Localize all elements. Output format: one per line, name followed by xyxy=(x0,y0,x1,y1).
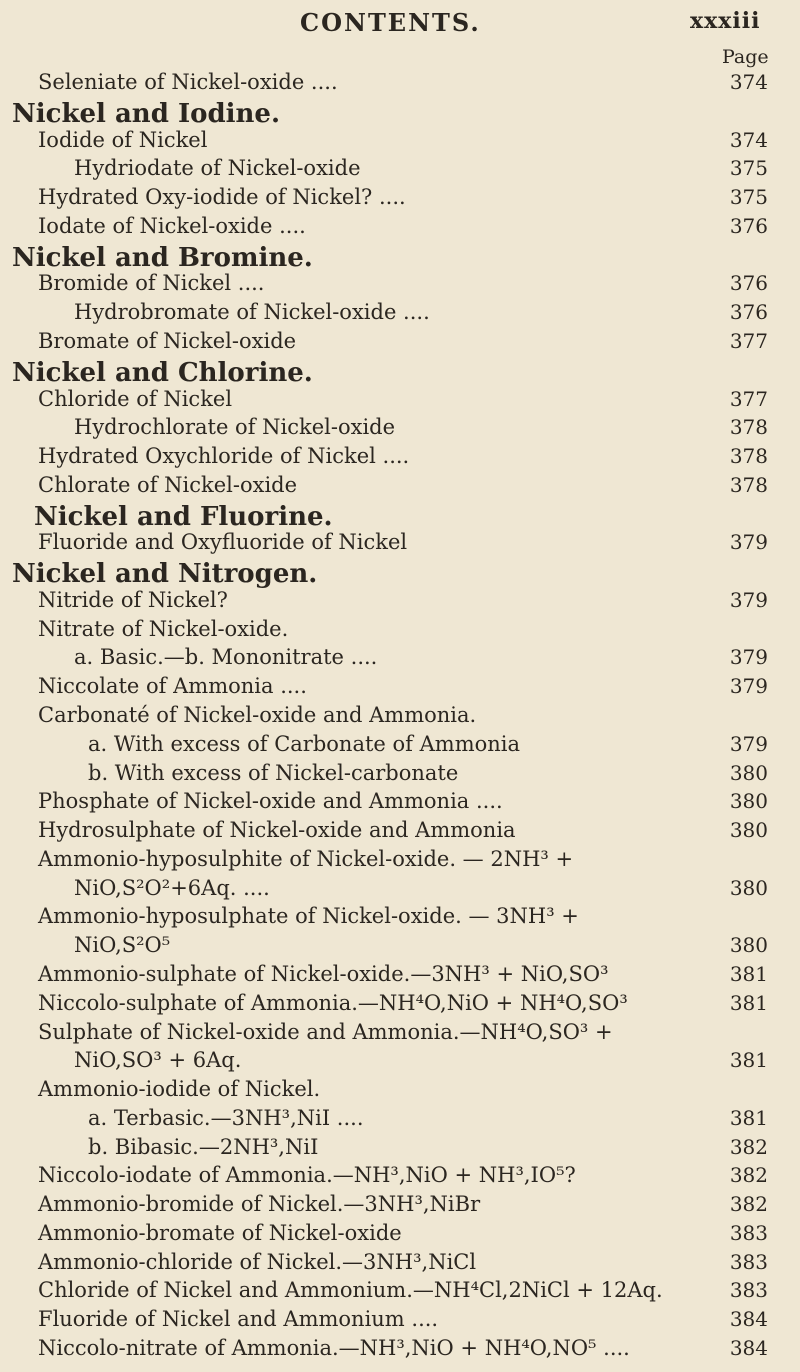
page-number: 376 xyxy=(729,214,768,238)
toc-entry xyxy=(0,444,800,474)
toc-entry xyxy=(0,1192,800,1222)
toc-entry xyxy=(0,415,800,445)
page-number: 381 xyxy=(729,962,768,986)
entry-text: Seleniate of Nickel-oxide .... xyxy=(38,70,338,94)
toc-entry xyxy=(0,1106,800,1136)
page-number: 381 xyxy=(729,1048,768,1072)
page-number: 380 xyxy=(729,933,768,957)
toc-entry xyxy=(0,876,800,906)
toc-entry xyxy=(0,1221,800,1251)
page-number: 380 xyxy=(729,789,768,813)
toc-entry xyxy=(0,300,800,330)
page-number: 382 xyxy=(729,1135,768,1159)
page-number: 378 xyxy=(729,473,768,497)
page-number: 378 xyxy=(729,444,768,468)
toc-entry xyxy=(0,1020,800,1050)
entry-text: Chloride of Nickel xyxy=(38,387,233,411)
toc-entry xyxy=(0,904,800,934)
toc-entry xyxy=(0,1250,800,1280)
entry-text: Nickel and Nitrogen. xyxy=(12,559,318,589)
entry-text: Niccolo-nitrate of Ammonia.—NH³,NiO + NH⁴O,NO⁵ .... xyxy=(38,1336,630,1360)
page-number: 376 xyxy=(729,271,768,295)
toc-entry xyxy=(0,1307,800,1337)
page-number: 379 xyxy=(729,674,768,698)
entry-text: Nitride of Nickel? xyxy=(38,588,228,612)
page-number: 379 xyxy=(729,588,768,612)
toc-entry xyxy=(0,617,800,647)
page-number: 383 xyxy=(729,1221,768,1245)
page-number: 383 xyxy=(729,1250,768,1274)
page-number: 381 xyxy=(729,991,768,1015)
toc-entry xyxy=(0,70,800,100)
page-number: 378 xyxy=(729,415,768,439)
toc-entry xyxy=(0,674,800,704)
entry-text: Chloride of Nickel and Ammonium.—NH⁴Cl,2NiCl + 12Aq. xyxy=(38,1278,663,1302)
toc-entry xyxy=(0,818,800,848)
entry-text: Ammonio-bromide of Nickel.—3NH³,NiBr xyxy=(38,1192,481,1216)
section-heading xyxy=(0,559,800,589)
entry-text: Fluoride and Oxyfluoride of Nickel xyxy=(38,530,408,554)
page-number: 379 xyxy=(729,645,768,669)
page-number: 383 xyxy=(729,1278,768,1302)
toc-entry xyxy=(0,789,800,819)
page-number: 377 xyxy=(729,387,768,411)
page-column-label: Page xyxy=(722,46,769,68)
page-number: 382 xyxy=(729,1163,768,1187)
toc-entry xyxy=(0,156,800,186)
section-heading xyxy=(0,502,800,532)
entry-text: NiO,S²O⁵ xyxy=(74,933,171,957)
toc-entry xyxy=(0,473,800,503)
toc-entry xyxy=(0,645,800,675)
toc-entry xyxy=(0,185,800,215)
entry-text: b. Bibasic.—2NH³,NiI xyxy=(88,1135,319,1159)
toc-entry xyxy=(0,1336,800,1366)
entry-text: Phosphate of Nickel-oxide and Ammonia .... xyxy=(38,789,503,813)
page-number: 375 xyxy=(729,185,768,209)
entry-text: Chlorate of Nickel-oxide xyxy=(38,473,298,497)
page-number: 384 xyxy=(729,1336,768,1360)
toc-entry xyxy=(0,588,800,618)
toc-entry xyxy=(0,271,800,301)
toc-entry xyxy=(0,1048,800,1078)
entry-text: Ammonio-bromate of Nickel-oxide xyxy=(38,1221,402,1245)
toc-entry xyxy=(0,761,800,791)
running-header-title: CONTENTS. xyxy=(300,8,481,37)
roman-page-number: xxxiii xyxy=(690,8,761,34)
entry-text: Niccolo-sulphate of Ammonia.—NH⁴O,NiO + NH⁴O,SO³ xyxy=(38,991,628,1015)
entry-text: Hydrobromate of Nickel-oxide .... xyxy=(74,300,430,324)
toc-entry xyxy=(0,128,800,158)
entry-text: Hydrated Oxychloride of Nickel .... xyxy=(38,444,410,468)
entry-text: Ammonio-hyposulphite of Nickel-oxide. — 2NH³ + xyxy=(38,847,574,871)
entry-text: Nickel and Chlorine. xyxy=(12,358,313,388)
entry-text: Hydriodate of Nickel-oxide xyxy=(74,156,361,180)
entry-text: Iodate of Nickel-oxide .... xyxy=(38,214,306,238)
entry-text: Carbonaté of Nickel-oxide and Ammonia. xyxy=(38,703,477,727)
entry-text: NiO,S²O²+6Aq. .... xyxy=(74,876,270,900)
entry-text: Hydrochlorate of Nickel-oxide xyxy=(74,415,396,439)
entry-text: b. With excess of Nickel-carbonate xyxy=(88,761,459,785)
section-heading xyxy=(0,243,800,273)
toc-entry xyxy=(0,1077,800,1107)
page-number: 379 xyxy=(729,732,768,756)
page-number: 380 xyxy=(729,818,768,842)
toc-entry xyxy=(0,962,800,992)
entry-text: a. Terbasic.—3NH³,NiI .... xyxy=(88,1106,364,1130)
section-heading xyxy=(0,358,800,388)
page-number: 380 xyxy=(729,876,768,900)
page-number: 374 xyxy=(729,128,768,152)
toc-entry xyxy=(0,933,800,963)
entry-text: Fluoride of Nickel and Ammonium .... xyxy=(38,1307,439,1331)
toc-entry xyxy=(0,214,800,244)
entry-text: a. Basic.—b. Mononitrate .... xyxy=(74,645,378,669)
toc-entry xyxy=(0,847,800,877)
page-number: 380 xyxy=(729,761,768,785)
section-heading xyxy=(0,99,800,129)
toc-entry xyxy=(0,329,800,359)
entry-text: a. With excess of Carbonate of Ammonia xyxy=(88,732,521,756)
entry-text: NiO,SO³ + 6Aq. xyxy=(74,1048,242,1072)
entry-text: Iodide of Nickel xyxy=(38,128,208,152)
toc-entry xyxy=(0,732,800,762)
entry-text: Ammonio-sulphate of Nickel-oxide.—3NH³ + NiO,SO³ xyxy=(38,962,609,986)
toc-entry xyxy=(0,991,800,1021)
entry-text: Niccolo-iodate of Ammonia.—NH³,NiO + NH³,IO⁵? xyxy=(38,1163,576,1187)
entry-text: Bromide of Nickel .... xyxy=(38,271,265,295)
page-number: 375 xyxy=(729,156,768,180)
page-number: 376 xyxy=(729,300,768,324)
page-number: 381 xyxy=(729,1106,768,1130)
entry-text: Ammonio-iodide of Nickel. xyxy=(38,1077,321,1101)
entry-text: Sulphate of Nickel-oxide and Ammonia.—NH⁴O,SO³ + xyxy=(38,1020,613,1044)
entry-text: Nickel and Bromine. xyxy=(12,243,313,273)
toc-entry xyxy=(0,1278,800,1308)
entry-text: Nitrate of Nickel-oxide. xyxy=(38,617,289,641)
page-number: 382 xyxy=(729,1192,768,1216)
entry-text: Ammonio-hyposulphate of Nickel-oxide. — 3NH³ + xyxy=(38,904,579,928)
toc-entry xyxy=(0,703,800,733)
entry-text: Nickel and Fluorine. xyxy=(34,502,333,532)
entry-text: Niccolate of Ammonia .... xyxy=(38,674,307,698)
entry-text: Hydrated Oxy-iodide of Nickel? .... xyxy=(38,185,406,209)
page-number: 374 xyxy=(729,70,768,94)
toc-entry xyxy=(0,530,800,560)
entry-text: Ammonio-chloride of Nickel.—3NH³,NiCl xyxy=(38,1250,477,1274)
page-number: 379 xyxy=(729,530,768,554)
entry-text: Nickel and Iodine. xyxy=(12,99,280,129)
entry-text: Bromate of Nickel-oxide xyxy=(38,329,297,353)
entry-text: Hydrosulphate of Nickel-oxide and Ammonia xyxy=(38,818,516,842)
toc-entry xyxy=(0,1135,800,1165)
toc-entry xyxy=(0,387,800,417)
toc-entry xyxy=(0,1163,800,1193)
page-number: 384 xyxy=(729,1307,768,1331)
page-number: 377 xyxy=(729,329,768,353)
